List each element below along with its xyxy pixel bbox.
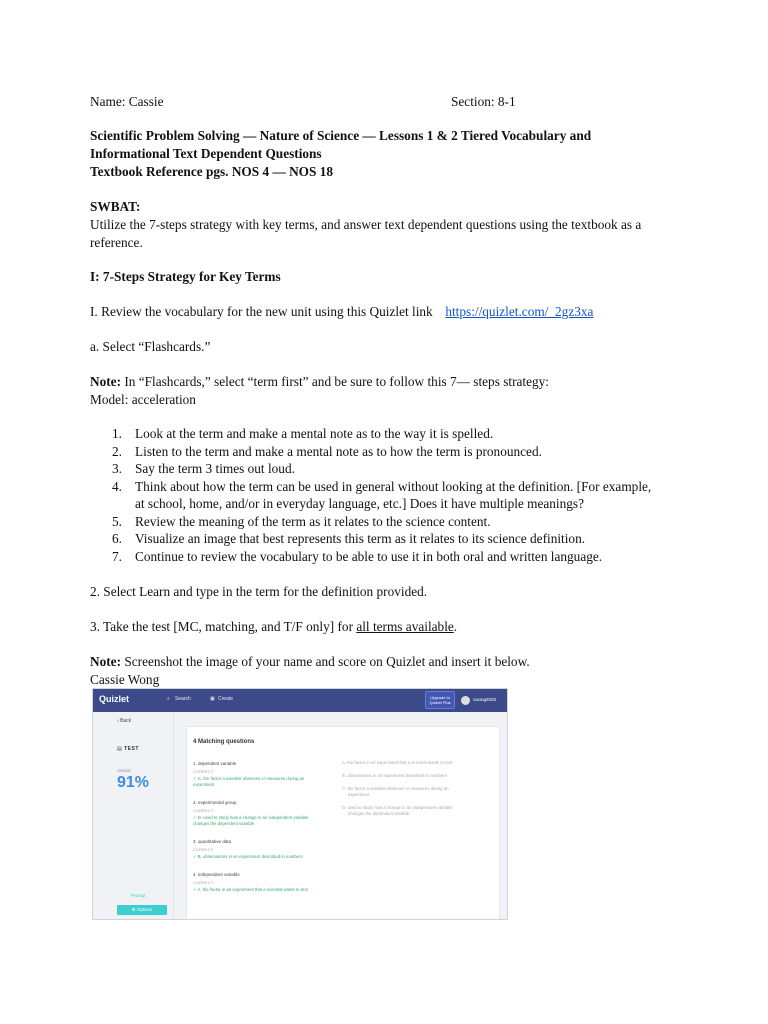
test-label: TEST [124, 746, 139, 752]
step-3-text: 3. Take the test [MC, matching, and T/F only] for [90, 619, 357, 634]
chevron-left-icon: ‹ [117, 718, 121, 724]
choice-item: changes the dependent variable [348, 811, 410, 816]
choice-item: D. used to study how a change in an independent variable [342, 805, 453, 810]
note-1 [90, 373, 549, 391]
gear-icon: ⚙ [131, 907, 137, 912]
answer-text: ✓ B. observations in an experiment described in numbers [193, 854, 303, 859]
step-i [90, 303, 593, 321]
quizlet-logo: Quizlet [99, 694, 130, 704]
question-term: 1. dependent variable [193, 761, 237, 766]
test-icon: ▤ [117, 746, 125, 752]
status-badge: CORRECT [193, 881, 214, 885]
step-number: 3. [112, 461, 122, 476]
grade-value: 91% [117, 774, 150, 791]
model-line: Model: acceleration [90, 392, 196, 407]
back-link[interactable] [117, 718, 131, 724]
upgrade-button[interactable]: Upgrade to Quizlet Plus [425, 691, 455, 709]
step-3 [90, 618, 457, 636]
signature: Cassie Wong [90, 672, 160, 687]
choice-item: experiment [348, 792, 370, 797]
step-number: 2. [112, 443, 122, 459]
options-label: Options [136, 907, 153, 912]
note-2-label: Note: [90, 654, 122, 669]
options-button[interactable] [117, 905, 167, 915]
section-title: 4 Matching questions [193, 739, 255, 745]
swbat-line-1: Utilize the 7-steps strategy with key terms, and answer text dependent questions using the textbook as a [90, 217, 642, 232]
step-text: Visualize an image that best represents this term as it relates to its science definition. [135, 531, 586, 546]
answer-text: ✓ D. used to study how a change in an independent variable [193, 815, 309, 820]
step-text: Continue to review the vocabulary to be able to use it in both oral and written language. [135, 548, 603, 564]
step-number: 6. [112, 531, 122, 546]
step-number: 7. [112, 548, 122, 564]
swbat-label: SWBAT: [90, 199, 141, 214]
create-icon[interactable]: ▣ [210, 696, 215, 702]
choice-item: C. the factor a scientist observes or measures during an [342, 786, 449, 791]
step-i-text: I. Review the vocabulary for the new unit using this Quizlet link [90, 304, 433, 319]
step-number: 5. [112, 513, 122, 529]
status-badge: CORRECT [193, 770, 214, 774]
section-label: Section: 8-1 [451, 94, 516, 109]
note-1-text: In “Flashcards,” select “term first” and be sure to follow this 7— steps strategy: [121, 374, 549, 389]
step-3-underlined: all terms available [356, 619, 454, 634]
step-3-end: . [453, 619, 458, 634]
textbook-reference: Textbook Reference pgs. NOS 4 — NOS 18 [90, 164, 334, 179]
swbat-line-2: reference. [90, 235, 143, 250]
choice-item: A. the factor in an experiment that a scientist wants to test [342, 760, 453, 765]
answer-text: ✓ C. the factor a scientist observes or measures during an [193, 776, 305, 781]
question-term: 4. independent variable [193, 872, 240, 877]
quizlet-link[interactable]: https://quizlet.com/_2gz3xa [445, 304, 594, 319]
quizlet-screenshot [92, 688, 508, 920]
create-link[interactable]: Create [218, 696, 234, 702]
student-name: Name: Cassie [90, 94, 164, 109]
part1-heading: I: 7-Steps Strategy for Key Terms [90, 269, 281, 284]
test-mode-label [117, 746, 139, 752]
answer-text: experiment [193, 782, 215, 787]
step-text: Review the meaning of the term as it relates to the science content. [135, 513, 491, 529]
username[interactable]: cwong2020 [473, 697, 497, 702]
step-a: a. Select “Flashcards.” [90, 339, 211, 354]
note-1-label: Note: [90, 374, 122, 389]
step-number: 1. [112, 426, 122, 441]
status-badge: CORRECT [193, 809, 214, 813]
choice-item: B. observations in an experiment described in numbers [342, 773, 447, 778]
step-text: Think about how the term can be used in general without looking at the definition. [For example, [135, 478, 652, 494]
back-label: Back [120, 718, 132, 724]
step-text: Look at the term and make a mental note as to the way it is spelled. [135, 426, 494, 441]
status-badge: CORRECT [193, 848, 214, 852]
question-term: 2. experimental group [193, 800, 237, 805]
avatar[interactable] [461, 696, 470, 705]
search-link[interactable]: Search [175, 696, 191, 702]
grade-label: GRADE [117, 768, 132, 773]
quizlet-topbar [93, 689, 508, 712]
step-number: 4. [112, 478, 122, 494]
answer-text: ✓ A. the factor in an experiment that a scientist wants to test [193, 887, 308, 892]
answer-text: changes the dependent variable [193, 821, 255, 826]
step-text: at school, home, and/or in everyday language, etc.] Does it have multiple meanings? [135, 496, 584, 511]
title-line-2: Informational Text Dependent Questions [90, 146, 322, 161]
results-card [186, 726, 500, 920]
title-line-1: Scientific Problem Solving — Nature of Science — Lessons 1 & 2 Tiered Vocabulary and [90, 128, 592, 143]
quizlet-sidebar [93, 712, 174, 920]
note-2 [90, 653, 530, 671]
step-2: 2. Select Learn and type in the term for the definition provided. [90, 584, 428, 599]
step-text: Say the term 3 times out loud. [135, 461, 295, 476]
search-icon[interactable]: ⌕ [167, 696, 170, 702]
question-term: 3. quantitative data [193, 839, 232, 844]
note-2-text: Screenshot the image of your name and score on Quizlet and insert it below. [121, 654, 530, 669]
prompt-link[interactable]: Prompt [131, 893, 146, 898]
step-text: Listen to the term and make a mental note as to how the term is pronounced. [135, 443, 542, 459]
